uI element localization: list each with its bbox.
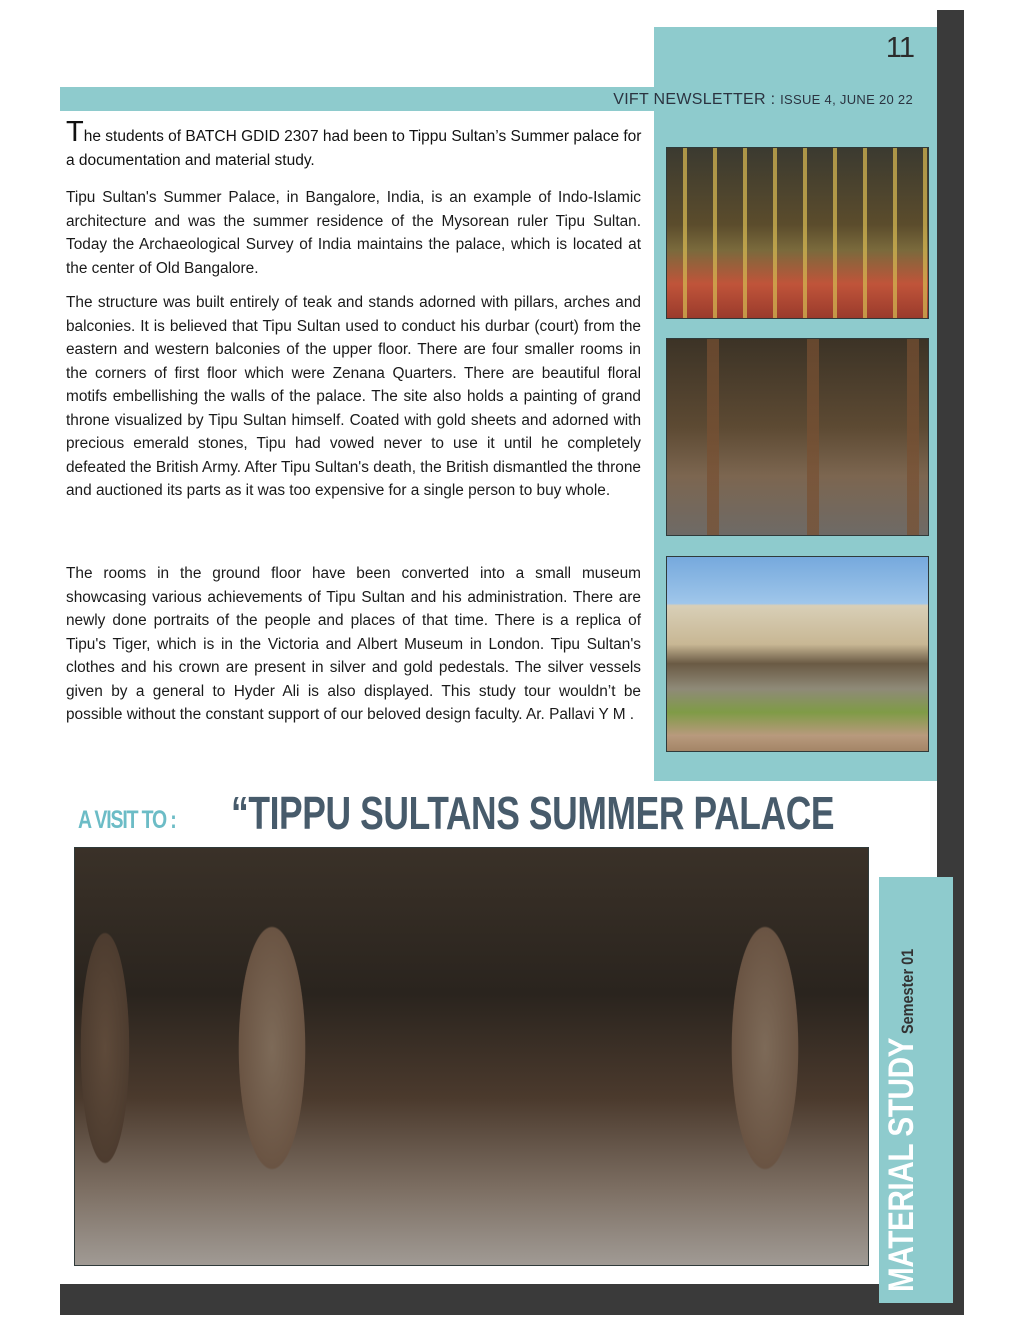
dropcap-letter: T xyxy=(66,116,84,148)
heading-title: “TIPPU SULTANS SUMMER PALACE xyxy=(231,787,835,839)
group-interior-photo xyxy=(666,338,929,536)
article-paragraph-3: The rooms in the ground floor have been converted into a small museum showcasing various achievements of Tipu Sultan and his administration. There are newly done portraits of the people and places of that time. There is a replica of Tipu's Tiger, which is in the Victoria and Albert Museum in London. Tipu Sultan's clothes and his crown are present in silver and gold pedestals. The silver vessels given by a general to Hyder Ali is also displayed. This study tour wouldn’t be possible without the constant support of our beloved design faculty. Ar. Pallavi Y M . xyxy=(66,565,641,723)
issue-label: ISSUE 4, JUNE 20 22 xyxy=(780,92,913,107)
palace-balcony-photo xyxy=(666,147,929,319)
students-seated-photo xyxy=(74,847,869,1266)
side-title-sub: Semester 01 xyxy=(898,948,917,1034)
heading-prefix: A VISIT TO : xyxy=(78,806,176,834)
intro-text xyxy=(66,116,651,173)
newsletter-issue-line xyxy=(613,91,913,109)
newsletter-label: VIFT NEWSLETTER : xyxy=(613,91,776,108)
article-paragraph-1: Tipu Sultan's Summer Palace, in Bangalore, India, is an example of Indo-Islamic architecture and was the summer residence of the Mysorean ruler Tipu Sultan. Today the Archaeological Survey of India maintains the palace, which is located at the center of Old Bangalore. xyxy=(66,189,641,277)
bottom-dark-border xyxy=(60,1284,964,1315)
intro-body: he students of BATCH GDID 2307 had been to Tippu Sultan’s Summer palace for a documentation and material study. xyxy=(66,128,642,169)
palace-exterior-photo xyxy=(666,556,929,752)
side-title xyxy=(882,933,922,1292)
article-paragraph-2: The structure was built entirely of teak and stands adorned with pillars, arches and balconies. It is believed that Tipu Sultan used to conduct his durbar (court) from the eastern and western balconies of the upper floor. There are four smaller rooms in the corners of first floor which were Zenana Quarters. There are beautiful floral motifs embellishing the walls of the palace. The site also holds a painting of grand throne visualized by Tipu Sultan himself. Coated with gold sheets and adorned with precious emerald stones, Tipu had vowed never to use it until he completely defeated the British Army. After Tipu Sultan's death, the British dismantled the throne and auctioned its parts as it was too expensive for a single person to buy whole. xyxy=(66,294,641,499)
side-title-main: MATERIAL STUDY xyxy=(882,1037,921,1292)
page-number: 11 xyxy=(885,32,914,64)
